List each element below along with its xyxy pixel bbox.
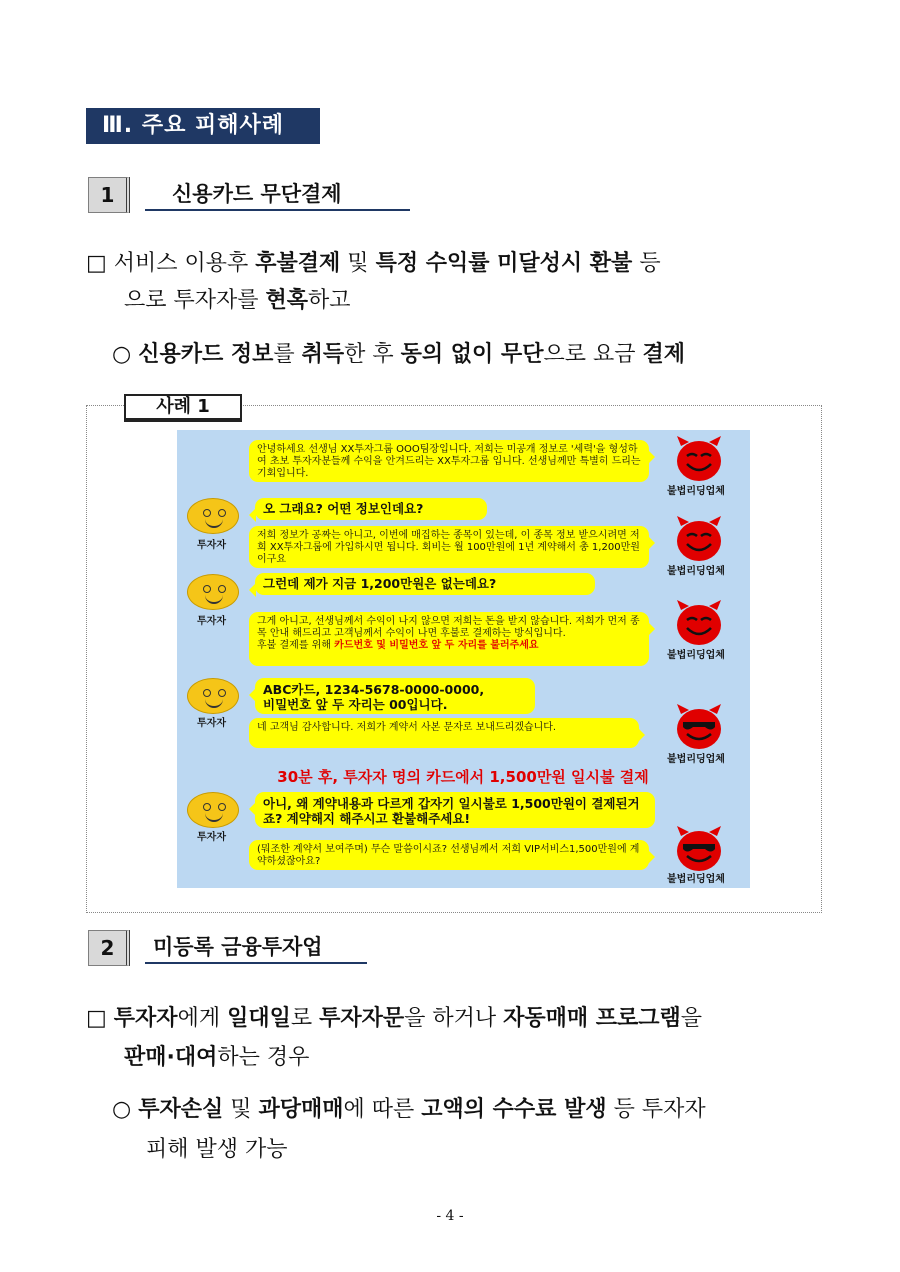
- speaker-label: 불법리딩업체: [667, 566, 725, 577]
- alert-text: 30분 후, 투자자 명의 카드에서 1,500만원 일시불 결제: [277, 768, 649, 786]
- text-run: 으로 투자자를: [124, 288, 266, 313]
- bullet-circle: ○: [112, 1097, 132, 1122]
- speaker-label: 투자자: [197, 616, 226, 627]
- text-run: 을 하거나: [404, 1006, 504, 1031]
- text-run: 에게: [177, 1006, 228, 1031]
- chat-text: 비밀번호 앞 두 자리는 00입니다.: [263, 697, 448, 712]
- speaker-label: 불법리딩업체: [667, 874, 725, 885]
- emphasis-text: 과당매매: [258, 1097, 344, 1122]
- speaker-label: 투자자: [197, 832, 226, 843]
- devil-icon: [673, 434, 725, 484]
- emphasis-text: 신용카드 정보: [138, 342, 274, 367]
- section-number: 1: [88, 177, 130, 213]
- emphasis-text: 판매·대여: [124, 1045, 218, 1070]
- text-run: 하는 경우: [217, 1045, 310, 1070]
- devil-icon: [673, 514, 725, 564]
- text-run: 피해 발생 가능: [146, 1137, 288, 1162]
- paragraph-continuation: [146, 1130, 846, 1170]
- text-run: 에 따른: [343, 1097, 422, 1122]
- smiley-icon: [187, 792, 239, 828]
- smiley-icon: [187, 678, 239, 714]
- paragraph-continuation: [124, 281, 824, 321]
- speaker-label: 불법리딩업체: [667, 650, 725, 661]
- section-title: 신용카드 무단결제: [145, 179, 410, 211]
- chat-bubble: 네 고객님 감사합니다. 저희가 계약서 사본 문자로 보내드리겠습니다.: [249, 718, 639, 748]
- emphasis-text: 일대일: [227, 1006, 291, 1031]
- emphasis-text: 결제: [642, 342, 685, 367]
- paragraph: [86, 999, 826, 1039]
- speaker-label: 투자자: [197, 718, 226, 729]
- paragraph-continuation: [124, 1038, 824, 1078]
- speaker-label: 투자자: [197, 540, 226, 551]
- emphasis-text: 자동매매 프로그램: [503, 1006, 681, 1031]
- text-run: 등: [632, 251, 661, 276]
- chat-bubble: 아니, 왜 계약내용과 다르게 갑자기 일시불로 1,500만원이 결제된거죠? 계약해지 해주시고 환불해주세요!: [255, 792, 655, 828]
- chat-text: 그게 아니고, 선생님께서 수익이 나지 않으면 저희는 돈을 받지 않습니다. 저희가 먼저 종목 안내 해드리고 고객님께서 수익이 나면 후불로 결제하는 방식입니다.: [257, 616, 640, 639]
- bullet-square: □: [86, 251, 107, 276]
- devil-sunglasses-icon: [673, 702, 725, 752]
- text-run: 으로 요금: [543, 342, 643, 367]
- bullet-square: □: [86, 1006, 107, 1031]
- text-run: 로: [290, 1006, 320, 1031]
- emphasis-text: 고액의 수수료 발생: [421, 1097, 607, 1122]
- paragraph-line: [114, 1006, 702, 1031]
- smiley-icon: [187, 574, 239, 610]
- emphasis-text: 투자손실: [138, 1097, 224, 1122]
- speaker-label: 불법리딩업체: [667, 754, 725, 765]
- text-run: 한 후: [344, 342, 401, 367]
- case-label: 사례 1: [124, 394, 242, 422]
- section-title: 미등록 금융투자업: [145, 932, 367, 964]
- paragraph-line: [124, 288, 351, 313]
- smiley-icon: [187, 498, 239, 534]
- page-number: - 4 -: [436, 1208, 464, 1224]
- paragraph-line: [138, 342, 685, 367]
- chat-illustration: [177, 430, 750, 888]
- section-number: 2: [88, 930, 130, 966]
- chat-bubble: (뭐조한 계약서 보여주며) 무슨 말씀이시죠? 선생님께서 저희 VIP서비스1,500만원에 계약하셨잖아요?: [249, 840, 649, 870]
- chat-text: ABC카드, 1234-5678-0000-0000,: [263, 682, 485, 697]
- chapter-heading: Ⅲ. 주요 피해사례: [86, 108, 320, 144]
- chat-bubble: 안녕하세요 선생님 XX투자그룹 OOO팀장입니다. 저희는 미공개 정보로 '세력'을 형성하여 초보 투자자분들께 수익을 안겨드리는 XX투자그룹 입니다. 선생님께만 특별히 드리는 기회입니다.: [249, 440, 649, 482]
- chat-bubble: [249, 612, 649, 666]
- text-run: 을: [680, 1006, 703, 1031]
- paragraph-line: [124, 1045, 309, 1070]
- paragraph-line: [114, 251, 661, 276]
- text-run: 서비스 이용후: [113, 251, 256, 276]
- emphasis-text: 특정 수익률 미달성시 환불: [375, 251, 633, 276]
- chat-text: 후불 결제를 위해: [257, 640, 335, 651]
- text-run: 및: [223, 1097, 259, 1122]
- emphasis-text: 후불결제: [255, 251, 341, 276]
- chat-bubble: [255, 678, 535, 714]
- text-run: 등 투자자: [606, 1097, 706, 1122]
- sub-paragraph: [112, 1090, 832, 1130]
- text-run: 및: [340, 251, 376, 276]
- sub-paragraph: [112, 335, 832, 375]
- chat-text-highlight: 카드번호 및 비밀번호 앞 두 자리를 불러주세요: [334, 640, 539, 651]
- emphasis-text: 투자자문: [319, 1006, 405, 1031]
- bullet-circle: ○: [112, 342, 132, 367]
- text-run: 하고: [308, 288, 351, 313]
- devil-icon: [673, 598, 725, 648]
- emphasis-text: 현혹: [265, 288, 309, 313]
- paragraph-line: [138, 1097, 705, 1122]
- emphasis-text: 동의 없이 무단: [400, 342, 544, 367]
- text-run: 를: [273, 342, 302, 367]
- emphasis-text: 투자자: [113, 1006, 178, 1031]
- emphasis-text: 취득: [301, 342, 345, 367]
- chat-bubble: 오 그래요? 어떤 정보인데요?: [255, 498, 487, 520]
- paragraph: [86, 244, 826, 284]
- speaker-label: 불법리딩업체: [667, 486, 725, 497]
- chat-bubble: 저희 정보가 공짜는 아니고, 이번에 매집하는 종목이 있는데, 이 종목 정보 받으시려면 저희 XX투자그룹에 가입하시면 됩니다. 회비는 월 100만원에 1년 계약해서 총 1,200만원이구요: [249, 526, 649, 568]
- chat-bubble: 그런데 제가 지금 1,200만원은 없는데요?: [255, 573, 595, 595]
- paragraph-line: [146, 1137, 288, 1162]
- devil-sunglasses-icon: [673, 824, 725, 874]
